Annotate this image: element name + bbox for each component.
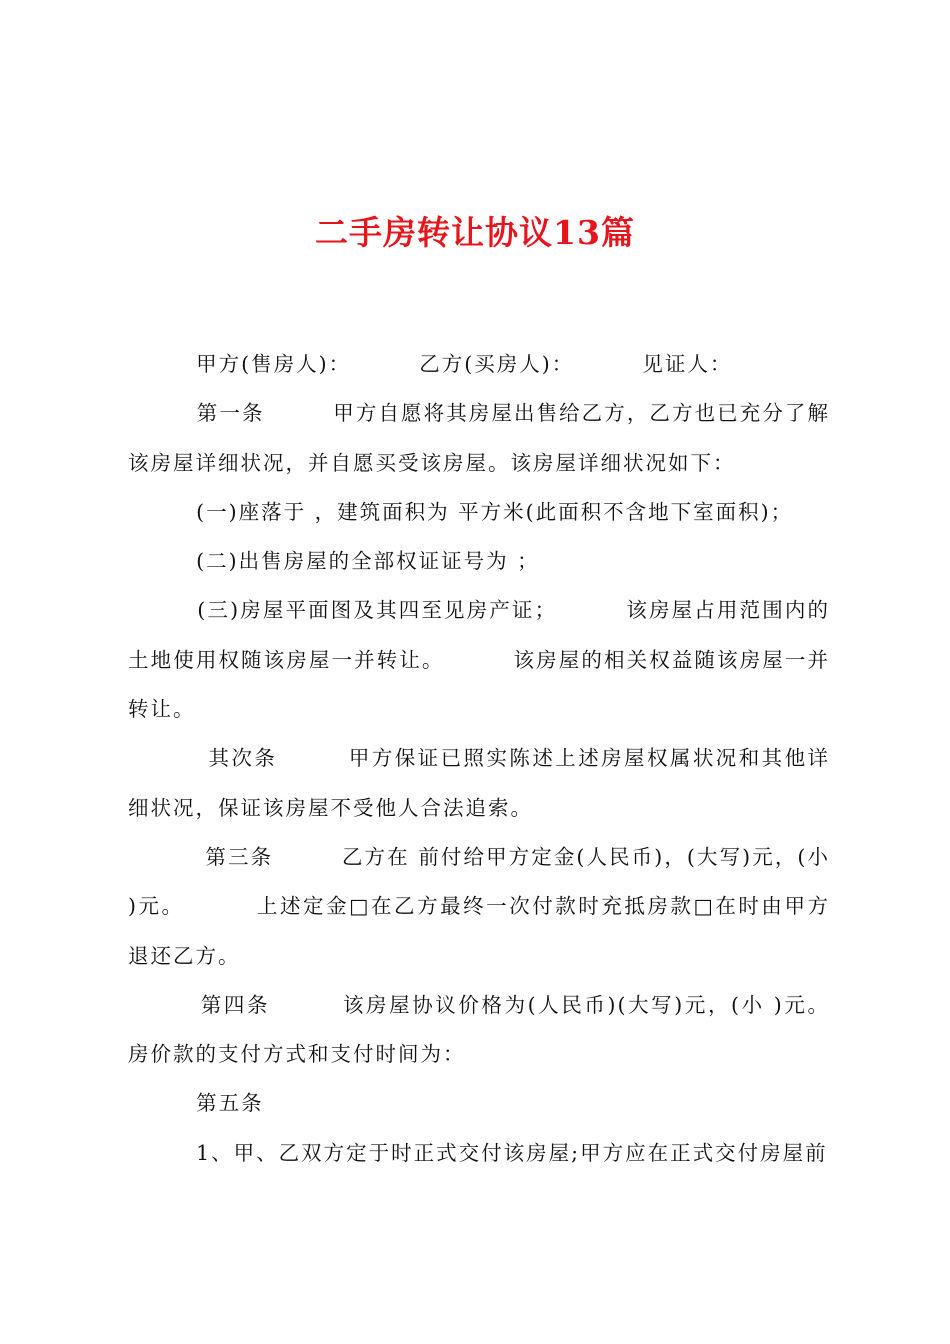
paragraph-article-5: 第五条 — [128, 1091, 264, 1116]
document-title: 二手房转让协议13篇 — [315, 213, 635, 252]
paragraph-article-2: 其次条 甲方保证已照实陈述上述房屋权属状况和其他详细状况，保证该房屋不受他人合法追索。 — [128, 746, 830, 820]
paragraph-parties: 甲方(售房人)： 乙方(买房人)： 见证人： — [128, 352, 733, 376]
paragraph-item-3: (三)房屋平面图及其四至见房产证； 该房屋占用范围内的土地使用权随该房屋一并转让。 该房屋的相关权益随该房屋一并转让。 — [128, 598, 830, 722]
paragraph-clause-1: 1、甲、乙双方定于时正式交付该房屋;甲方应在正式交付房屋前 — [128, 1140, 828, 1165]
paragraph-item-2: (二)出售房屋的全部权证证号为 ； — [128, 549, 540, 574]
document-body — [128, 340, 899, 1178]
paragraph-article-4: 第四条 该房屋协议价格为(人民币)(大写)元，(小 )元。 房价款的支付方式和支付时间为： — [128, 992, 899, 1067]
paragraph-article-3: 第三条 乙方在 前付给甲方定金(人民币)，(大写)元，(小 )元。 上述定金□在乙方最终一次付款时充抵房款□在时由甲方退还乙方。 — [128, 844, 839, 968]
paragraph-item-1: (一)座落于 ，建筑面积为 平方米(此面积不含地下室面积)； — [128, 499, 794, 524]
paragraph-article-1: 第一条 甲方自愿将其房屋出售给乙方，乙方也已充分了解该房屋详细状况，并自愿买受该房屋。该房屋详细状况如下： — [128, 401, 830, 475]
